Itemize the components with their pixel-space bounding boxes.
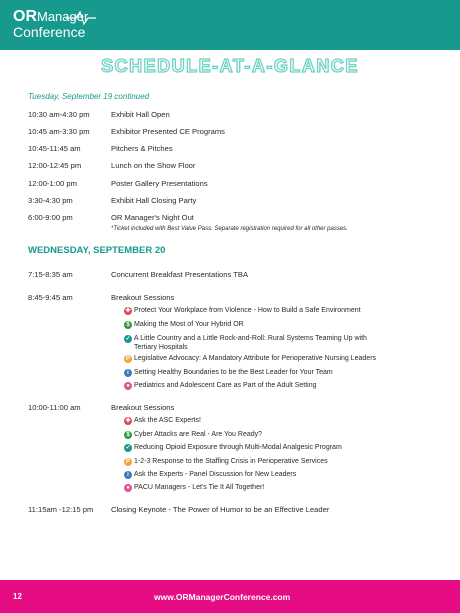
schedule-event: Poster Gallery Presentations bbox=[111, 179, 208, 188]
schedule-event: Lunch on the Show Floor bbox=[111, 161, 196, 170]
schedule-event: Concurrent Breakfast Presentations TBA bbox=[111, 270, 249, 279]
schedule-time: 12:00-12:45 pm bbox=[28, 161, 82, 170]
session-title: Making the Most of Your Hybrid OR bbox=[134, 321, 244, 328]
schedule-time: 10:45 am-3:30 pm bbox=[28, 127, 90, 136]
session-item bbox=[134, 306, 434, 315]
schedule-time: 8:45-9:45 am bbox=[28, 293, 73, 302]
session-item bbox=[134, 354, 434, 363]
schedule-event: Closing Keynote - The Power of Humor to be an Effective Leader bbox=[111, 505, 330, 514]
session-title: Setting Healthy Boundaries to be the Best Leader for Your Team bbox=[134, 369, 333, 376]
session-item bbox=[134, 483, 434, 492]
schedule-time: 6:00-9:00 pm bbox=[28, 213, 73, 222]
footer-bar bbox=[0, 580, 460, 613]
session-item bbox=[134, 430, 434, 439]
schedule-event: Exhibit Hall Closing Party bbox=[111, 196, 197, 205]
heartbeat-icon bbox=[66, 10, 106, 26]
red-track-icon: ✚ bbox=[125, 418, 131, 424]
schedule-event: Exhibit Hall Open bbox=[111, 110, 170, 119]
session-item bbox=[134, 368, 434, 377]
session-item bbox=[134, 470, 434, 479]
logo-conference: Conference bbox=[13, 24, 86, 40]
website-link[interactable]: www.ORManagerConference.com bbox=[154, 592, 291, 602]
page-title: SCHEDULE-AT-A-GLANCE bbox=[101, 56, 359, 76]
page-number: 12 bbox=[13, 592, 22, 601]
schedule-time: 12:00-1:00 pm bbox=[28, 179, 77, 188]
orange-track-icon: P bbox=[125, 459, 130, 465]
session-title: A Little Country and a Little Rock-and-Roll: Rural Systems Teaming Up with bbox=[134, 335, 367, 342]
session-item bbox=[134, 381, 434, 390]
session-title: Pediatrics and Adolescent Care as Part of the Adult Setting bbox=[134, 382, 317, 389]
session-title: 1-2-3 Response to the Staffing Crisis in Perioperative Services bbox=[134, 458, 328, 465]
session-title: Cyber Attacks are Real - Are You Ready? bbox=[134, 431, 263, 438]
session-item bbox=[134, 334, 434, 352]
blue-track-icon: i bbox=[124, 369, 132, 377]
session-title: Ask the ASC Experts! bbox=[134, 417, 201, 424]
session-title: Protect Your Workplace from Violence - How to Build a Safe Environment bbox=[134, 307, 361, 314]
session-title: Legislative Advocacy: A Mandatory Attribute for Perioperative Nursing Leaders bbox=[134, 355, 377, 362]
session-item bbox=[134, 457, 434, 466]
red-track-icon: ✚ bbox=[125, 308, 131, 314]
session-title: PACU Managers - Let's Tie It All Together! bbox=[134, 484, 265, 491]
schedule-time: 7:15-8:35 am bbox=[28, 270, 73, 279]
schedule-time: 10:00-11:00 am bbox=[28, 403, 81, 412]
green-track-icon: $ bbox=[124, 321, 132, 329]
teal-track-icon: ✓ bbox=[125, 336, 131, 342]
green-track-icon: $ bbox=[124, 431, 132, 439]
header-bar bbox=[0, 0, 460, 50]
schedule-time: 11:15am -12:15 pm bbox=[28, 505, 94, 514]
blue-track-icon: i bbox=[124, 471, 132, 479]
pink-track-icon: ● bbox=[124, 484, 132, 492]
session-title-cont: Tertiary Hospitals bbox=[134, 344, 188, 351]
schedule-event: Breakout Sessions bbox=[111, 293, 175, 302]
logo-or: OR bbox=[13, 8, 37, 25]
schedule-event: Pitchers & Pitches bbox=[111, 144, 173, 153]
session-title: Reducing Opioid Exposure through Multi-Modal Analgesic Program bbox=[134, 444, 342, 451]
schedule-event: Breakout Sessions bbox=[111, 403, 175, 412]
tuesday-subhead: Tuesday, September 19 continued bbox=[28, 92, 150, 101]
logo-manager: Manager bbox=[37, 9, 89, 24]
wednesday-heading: WEDNESDAY, SEPTEMBER 20 bbox=[28, 245, 166, 256]
session-item bbox=[134, 416, 434, 425]
schedule-time: 3:30-4:30 pm bbox=[28, 196, 73, 205]
pink-track-icon: ● bbox=[124, 382, 132, 390]
orange-track-icon: P bbox=[125, 356, 130, 362]
night-out-note: *Ticket included with Best Value Pass. Separate registration required for all other passes. bbox=[111, 226, 348, 232]
session-title: Ask the Experts - Panel Discussion for New Leaders bbox=[134, 471, 297, 478]
session-item bbox=[134, 443, 434, 452]
teal-track-icon: ✓ bbox=[125, 445, 131, 451]
schedule-event: Exhibitor Presented CE Programs bbox=[111, 127, 225, 136]
schedule-time: 10:45-11:45 am bbox=[28, 144, 81, 153]
schedule-event: OR Manager's Night Out bbox=[111, 213, 194, 222]
session-item bbox=[134, 320, 434, 329]
schedule-time: 10:30 am-4:30 pm bbox=[28, 110, 90, 119]
